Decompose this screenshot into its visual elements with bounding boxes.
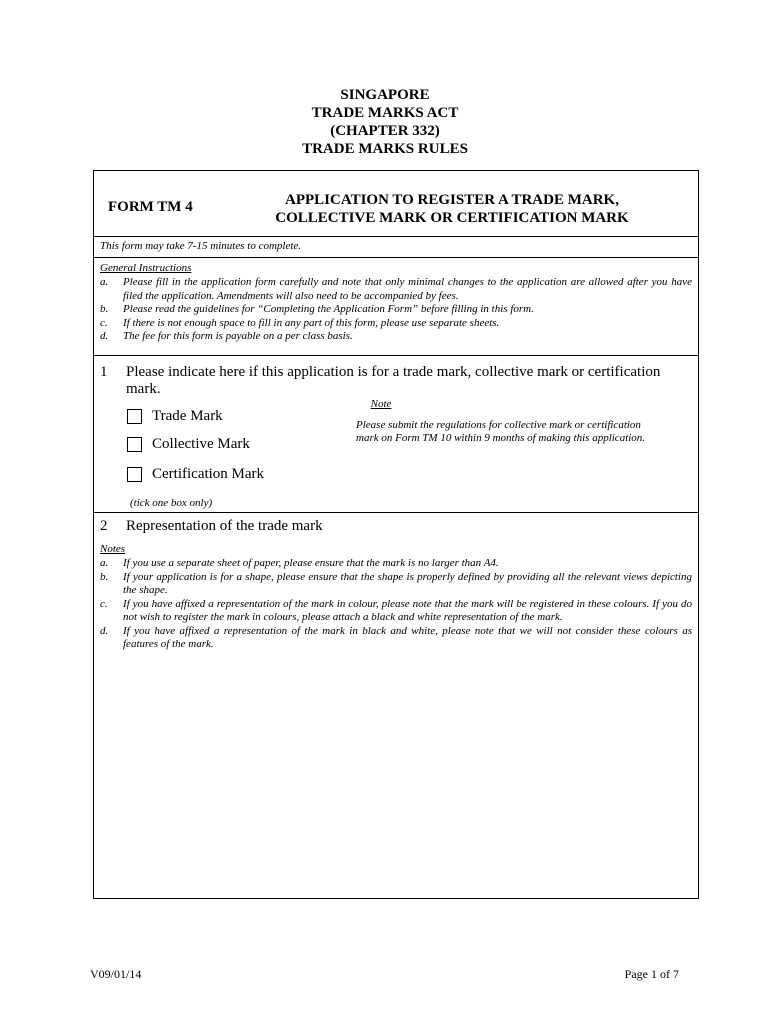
- section2-number: 2: [100, 518, 108, 534]
- certification-mark-label: Certification Mark: [152, 466, 265, 482]
- document-header: [0, 86, 770, 158]
- form-title: [237, 191, 667, 227]
- certification-mark-checkbox[interactable]: [127, 467, 142, 482]
- trade-mark-label: Trade Mark: [152, 408, 223, 424]
- footer-page-number: Page 1 of 7: [624, 967, 679, 981]
- divider: [93, 257, 699, 258]
- list-item: b. Please read the guidelines for “Completing the Application Form” before filling in this form.: [100, 303, 534, 315]
- header-rules: TRADE MARKS RULES: [302, 141, 468, 157]
- section1-question: Please indicate here if this application is for a trade mark, collective mark or certification mark.: [126, 364, 661, 397]
- section1-number: 1: [100, 364, 108, 380]
- note-text: Please submit the regulations for collective mark or certification mark on Form TM 10 within 9 months of making this application.: [356, 418, 646, 444]
- note-title: Note: [370, 398, 392, 410]
- section2-notes-list: [100, 557, 692, 652]
- tick-one-hint: (tick one box only): [130, 497, 213, 509]
- list-item: a. Please fill in the application form carefully and note that only minimal changes to the application are allowed after you have filed the application. Amendments will also need to be accompanied by fees.: [100, 276, 692, 302]
- collective-mark-checkbox[interactable]: [127, 437, 142, 452]
- trade-mark-checkbox[interactable]: [127, 409, 142, 424]
- form-id: FORM TM 4: [108, 199, 193, 215]
- section2-notes-title: Notes: [100, 543, 126, 555]
- general-instructions-list: [100, 276, 692, 344]
- footer-version: V09/01/14: [90, 967, 142, 981]
- list-item: b. If your application is for a shape, please ensure that the shape is properly defined by providing all the relevant views depicting the shape.: [100, 570, 692, 596]
- time-note: This form may take 7-15 minutes to complete.: [100, 240, 302, 252]
- divider: [93, 512, 699, 513]
- list-item: d. The fee for this form is payable on a per class basis.: [100, 330, 353, 342]
- header-country: SINGAPORE: [340, 87, 430, 103]
- list-item: c. If you have affixed a representation of the mark in colour, please note that the mark will be registered in these colours. If you do not wish to register the mark in colours, please attach a black and white representation of the mark.: [100, 597, 692, 623]
- divider: [93, 236, 699, 237]
- form-title-line1: APPLICATION TO REGISTER A TRADE MARK,: [285, 192, 619, 208]
- collective-mark-label: Collective Mark: [152, 436, 250, 452]
- list-item: a. If you use a separate sheet of paper, please ensure that the mark is no larger than A4.: [100, 557, 499, 569]
- section1-note: [356, 398, 656, 446]
- section2-title: Representation of the trade mark: [126, 518, 323, 534]
- list-item: d. If you have affixed a representation of the mark in black and white, please note that we will not consider these colours as features of the mark.: [100, 624, 692, 650]
- list-item: c. If there is not enough space to fill in any part of this form, please use separate sheets.: [100, 316, 500, 329]
- general-instructions-title: General Instructions: [100, 262, 192, 274]
- header-chapter: (CHAPTER 332): [330, 123, 440, 139]
- divider: [93, 355, 699, 356]
- form-title-line2: COLLECTIVE MARK OR CERTIFICATION MARK: [275, 210, 629, 226]
- header-act: TRADE MARKS ACT: [311, 105, 459, 121]
